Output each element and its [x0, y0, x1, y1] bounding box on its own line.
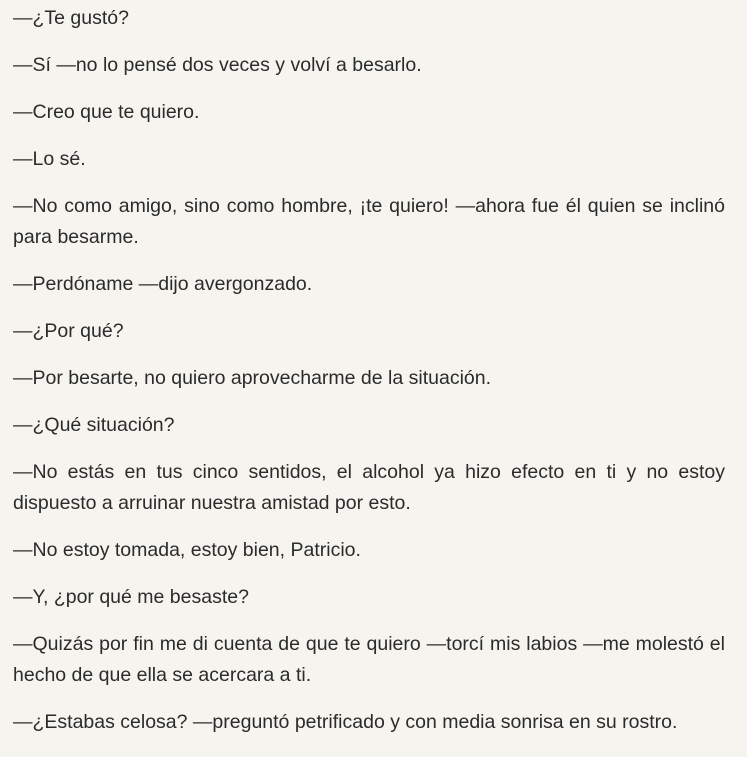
paragraph: —Sí —no lo pensé dos veces y volví a besarlo. [13, 54, 422, 76]
paragraph: —¿Estabas celosa? —preguntó petrificado y con media sonrisa en su rostro. [13, 711, 678, 733]
paragraph: —Quizás por fin me di cuenta de que te quiero —torcí mis labios —me molestó el hecho de que ella se acercara a ti. [13, 633, 725, 686]
paragraph: —No como amigo, sino como hombre, ¡te quiero! —ahora fue él quien se inclinó para besarme. [13, 195, 725, 248]
paragraph: —¿Te gustó? [13, 7, 129, 29]
paragraph: —Creo que te quiero. [13, 101, 200, 123]
paragraph: —No estás en tus cinco sentidos, el alcohol ya hizo efecto en ti y no estoy dispuesto a arruinar nuestra amistad por esto. [13, 461, 725, 514]
paragraph: —Por besarte, no quiero aprovecharme de la situación. [13, 367, 492, 389]
paragraph: —¿Por qué? [13, 320, 124, 342]
paragraph: —Y, ¿por qué me besaste? [13, 586, 249, 608]
paragraph: —¿Qué situación? [13, 414, 175, 436]
paragraph: —Perdóname —dijo avergonzado. [13, 273, 313, 295]
paragraph: —Lo sé. [13, 148, 86, 170]
paragraph: —No estoy tomada, estoy bien, Patricio. [13, 539, 361, 561]
